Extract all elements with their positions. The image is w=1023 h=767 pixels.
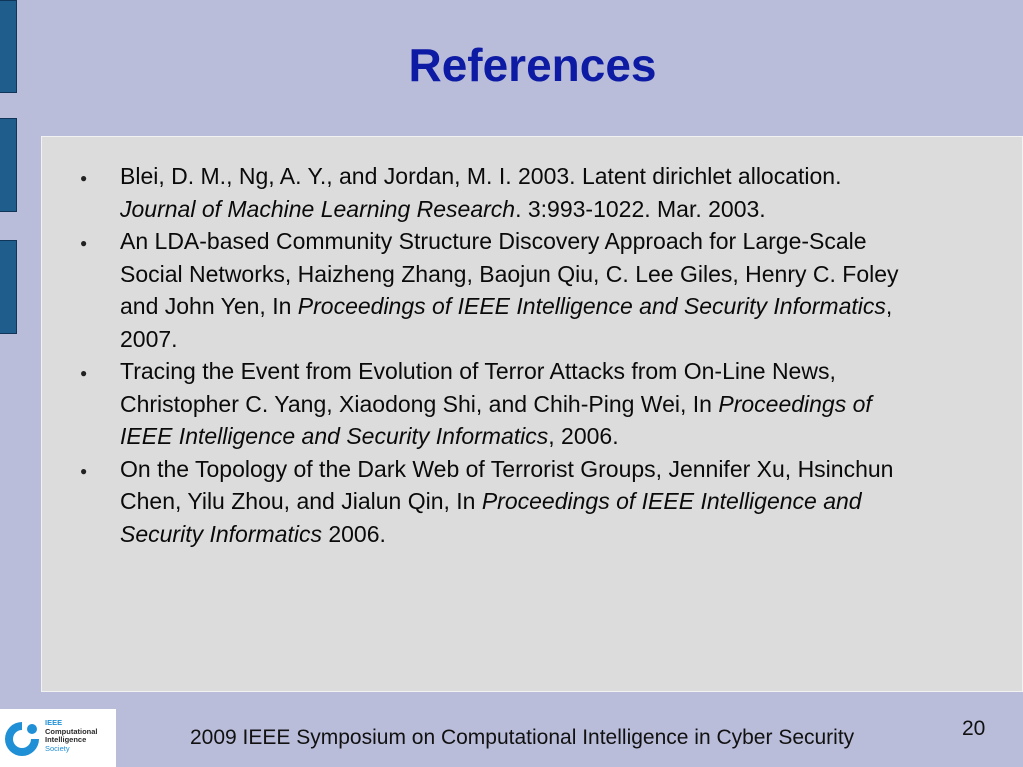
page-number: 20: [962, 717, 986, 740]
reference-item: [80, 355, 920, 453]
logo-line-2: Computational: [45, 726, 98, 736]
reference-details: . 3:993-1022. Mar. 2003.: [515, 195, 766, 222]
bullet-icon: ●: [80, 463, 88, 478]
references-list: [80, 160, 920, 550]
reference-text: Tracing the Event from Evolution of Terror Attacks from On-Line News, Christopher C. Yang, Xiaodong Shi, and Chih-Ping Wei, In: [120, 358, 836, 417]
reference-venue: Journal of Machine Learning Research: [120, 195, 516, 222]
reference-text: An LDA-based Community Structure Discovery Approach for Large-Scale Social Networks, Haizheng Zhang, Baojun Qiu, C. Lee Giles, Henry C. Foley and John Yen, In: [120, 228, 899, 319]
reference-details: , 2006.: [548, 423, 619, 449]
reference-details: , 2007.: [120, 293, 893, 352]
side-tab-2: [0, 118, 17, 212]
reference-item: [80, 225, 920, 355]
footer-text: 2009 IEEE Symposium on Computational Intelligence in Cyber Security: [190, 726, 855, 749]
bullet-icon: ●: [80, 171, 88, 185]
reference-venue: Proceedings of IEEE Intelligence and Security Informatics: [120, 488, 862, 547]
logo-line-3: Intelligence: [45, 735, 87, 744]
cis-swirl-icon: [2, 719, 42, 759]
reference-venue: Proceedings of IEEE Intelligence and Security Informatics: [297, 293, 886, 319]
reference-text: Blei, D. M., Ng, A. Y., and Jordan, M. I. 2003. Latent dirichlet allocation.: [120, 163, 842, 189]
reference-item: [80, 160, 920, 225]
reference-venue: Proceedings of IEEE Intelligence and Security Informatics: [120, 390, 872, 449]
bullet-icon: ●: [80, 366, 88, 380]
logo-text: [45, 719, 98, 753]
slide-title: References: [408, 39, 657, 91]
logo-line-1: IEEE: [45, 718, 63, 727]
side-tab-3: [0, 240, 17, 334]
reference-details: 2006.: [321, 520, 386, 547]
logo-line-4: Society: [45, 743, 70, 753]
ieee-cis-logo: [0, 709, 116, 767]
bullet-icon: ●: [80, 236, 88, 250]
reference-text: On the Topology of the Dark Web of Terrorist Groups, Jennifer Xu, Hsinchun Chen, Yilu Zhou, and Jialun Qin, In: [120, 455, 894, 514]
reference-item: [80, 453, 920, 551]
